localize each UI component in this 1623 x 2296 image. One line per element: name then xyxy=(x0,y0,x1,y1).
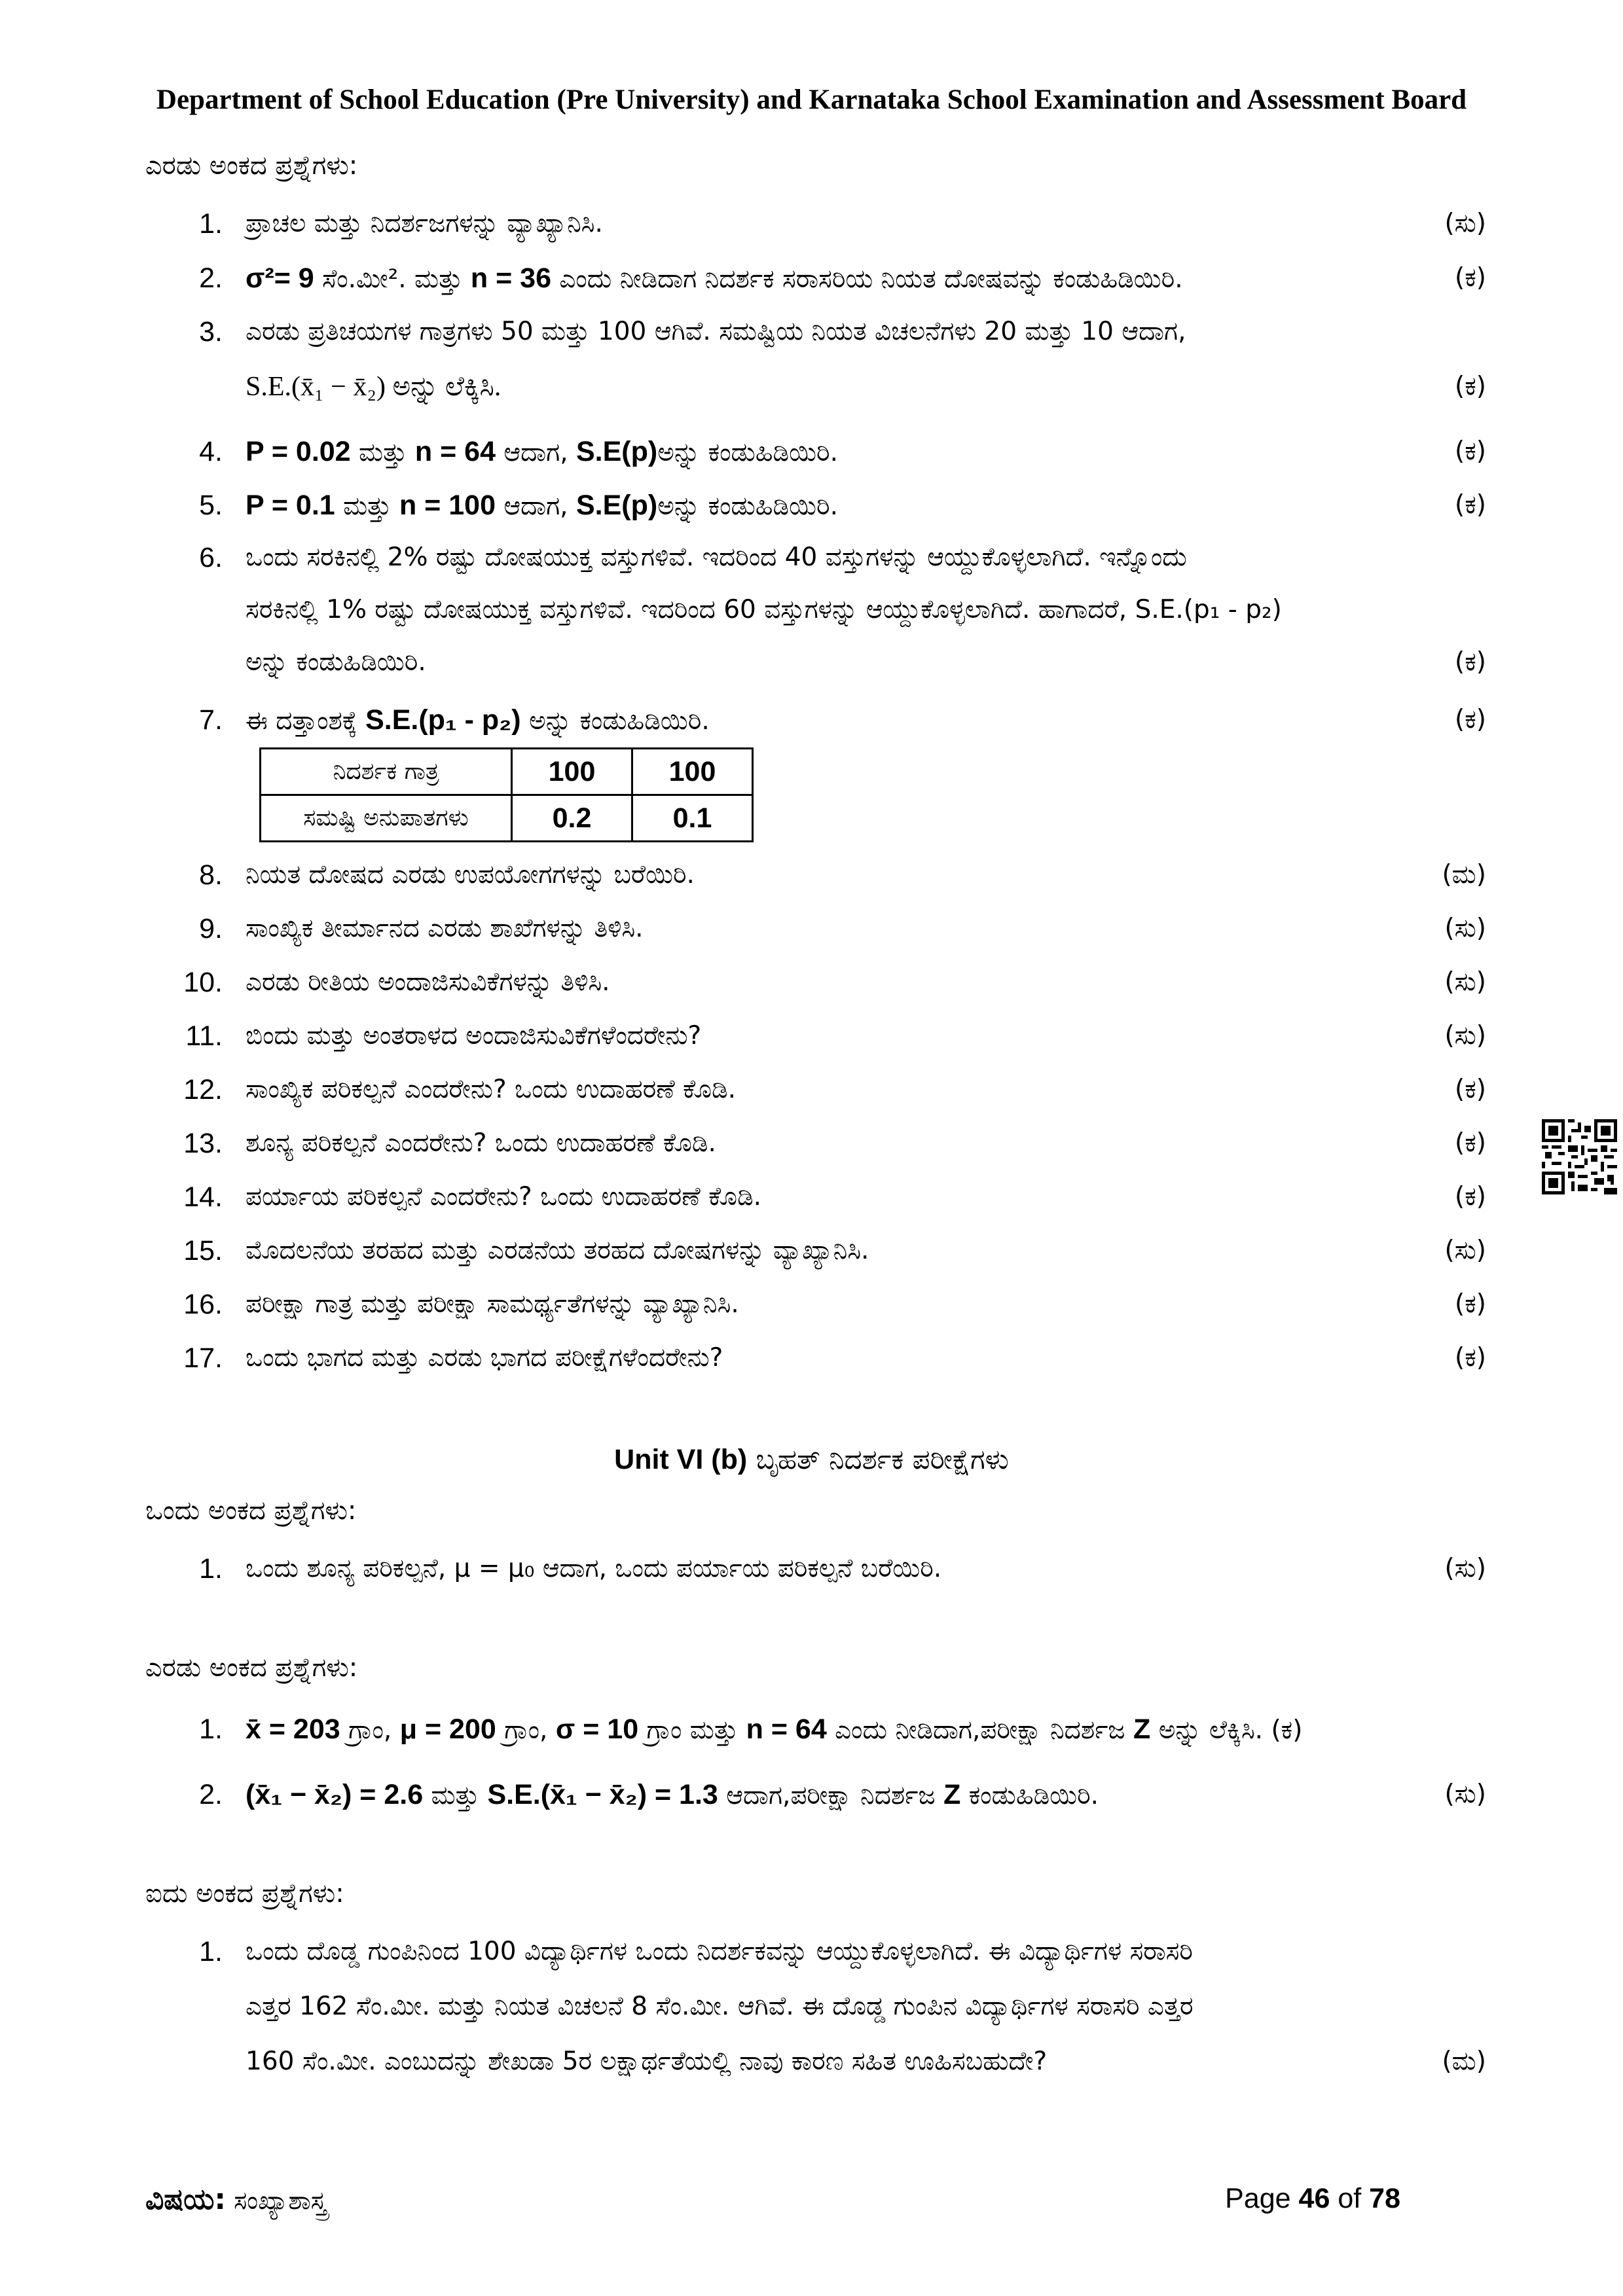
question-mark-tag: (ಕ) xyxy=(1455,437,1486,466)
question-text: P = 0.02 ಮತ್ತು n = 64 ಆದಾಗ, S.E(p)ಅನ್ನು ಕಂಡುಹಿಡಿಯಿರಿ. xyxy=(246,436,838,467)
question-2 xyxy=(196,251,1486,307)
question-4 xyxy=(196,424,1486,480)
five-mark-question-1: 1. ಒಂದು ದೊಡ್ಡ ಗುಂಪಿನಿಂದ 100 ವಿದ್ಯಾರ್ಥಿಗಳ ಒಂದು ನಿದರ್ಶಕವನ್ನು ಆಯ್ದುಕೊಳ್ಳಲಾಗಿದೆ. ಈ ವಿದ್ಯಾರ್ಥಿಗಳ ಸರಾಸರಿ ಎತ್ತರ 162 ಸೆಂ.ಮೀ. ಮತ್ತು ನಿಯತ ವಿಚಲನೆ 8 ಸೆಂ.ಮೀ. ಆಗಿವೆ. ಈ ದೊಡ್ಡ ಗುಂಪಿನ ವಿದ್ಯಾರ್ಥಿಗಳ ಸರಾಸರಿ ಎತ್ತರ 160 ಸೆಂ.ಮೀ. ಎಂಬುದನ್ನು ಶೇಖಡಾ 5ರ ಲಕ್ಷಾರ್ಥತೆಯಲ್ಲಿ ನಾವು ಕಾರಣ ಸಹಿತ ಊಹಿಸಬಹುದೇ? (ಮ) xyxy=(199,1936,1486,2076)
question-6 xyxy=(196,531,1486,689)
table-row xyxy=(261,795,753,842)
question-text-cont: ಅನ್ನು ಕಂಡುಹಿಡಿಯಿರಿ. xyxy=(246,647,426,677)
question-number: 2. xyxy=(199,262,223,294)
question-17: 17. ಒಂದು ಭಾಗದ ಮತ್ತು ಎರಡು ಭಾಗದ ಪರೀಕ್ಷೆಗಳೆಂದರೇನು? (ಕ) xyxy=(183,1342,1486,1374)
question-12: 12. ಸಾಂಖ್ಯಿಕ ಪರಿಕಲ್ಪನೆ ಎಂದರೇನು? ಒಂದು ಉದಾಹರಣೆ ಕೊಡಿ. (ಕ) xyxy=(183,1074,1486,1105)
question-7 xyxy=(196,692,1486,749)
footer-subject: ವಿಷಯ: ಸಂಖ್ಯಾಶಾಸ್ತ್ರ xyxy=(145,2183,327,2216)
question-text-cont: ಸರಕಿನಲ್ಲಿ 1% ರಷ್ಟು ದೋಷಯುಕ್ತ ವಸ್ತುಗಳಿವೆ. ಇದರಿಂದ 60 ವಸ್ತುಗಳನ್ನು ಆಯ್ದುಕೊಳ್ಳಲಾಗಿದೆ. ಹಾಗಾದರೆ, S.E.(p₁ - p₂) xyxy=(246,595,1282,624)
table-row xyxy=(261,749,753,795)
table-cell: 0.2 xyxy=(512,795,632,842)
section-two-marks-heading-2: ಎರಡು ಅಂಕದ ಪ್ರಶ್ನೆಗಳು: xyxy=(145,1653,358,1683)
question-13: 13. ಶೂನ್ಯ ಪರಿಕಲ್ಪನೆ ಎಂದರೇನು? ಒಂದು ಉದಾಹರಣೆ ಕೊಡಿ. (ಕ) xyxy=(183,1128,1486,1159)
section-five-marks-heading: ಐದು ಅಂಕದ ಪ್ರಶ್ನೆಗಳು: xyxy=(145,1878,344,1909)
document-header: Department of School Education (Pre University) and Karnataka School Examination and Assessment Board xyxy=(156,84,1467,115)
question-text: σ²= 9 ಸೆಂ.ಮೀ². ಮತ್ತು n = 36 ಎಂದು ನೀಡಿದಾಗ ನಿದರ್ಶಕ ಸರಾಸರಿಯ ನಿಯತ ದೋಷವನ್ನು ಕಂಡುಹಿಡಿಯಿರಿ. xyxy=(246,262,1183,294)
question-text: ಎರಡು ಪ್ರತಿಚಯಗಳ ಗಾತ್ರಗಳು 50 ಮತ್ತು 100 ಆಗಿವೆ. ಸಮಷ್ಟಿಯ ನಿಯತ ವಿಚಲನೆಗಳು 20 ಮತ್ತು 10 ಆದಾಗ, xyxy=(246,317,1186,346)
question-number: 1. xyxy=(199,208,223,240)
question-number: 3. xyxy=(199,316,223,348)
question-text: P = 0.1 ಮತ್ತು n = 100 ಆದಾಗ, S.E(p)ಅನ್ನು ಕಂಡುಹಿಡಿಯಿರಿ. xyxy=(246,490,838,521)
question-15: 15. ಮೊದಲನೆಯ ತರಹದ ಮತ್ತು ಎರಡನೆಯ ತರಹದ ದೋಷಗಳನ್ನು ವ್ಯಾಖ್ಯಾನಿಸಿ. (ಸು) xyxy=(183,1235,1486,1266)
question-number: 6. xyxy=(199,542,223,573)
section-one-mark-heading: ಒಂದು ಅಂಕದ ಪ್ರಶ್ನೆಗಳು: xyxy=(145,1496,357,1526)
table-cell: 0.1 xyxy=(632,795,753,842)
question-1 xyxy=(196,196,1486,251)
footer-page-number: Page 46 of 78 xyxy=(1225,2183,1400,2214)
question-text-cont: S.E.(x̄₁ − x̄₂) ಅನ್ನು ಲೆಕ್ಕಿಸಿ. xyxy=(246,372,501,402)
question-text: ಪ್ರಾಚಲ ಮತ್ತು ನಿದರ್ಶಜಗಳನ್ನು ವ್ಯಾಖ್ಯಾನಿಸಿ. xyxy=(246,209,603,238)
table-cell: ಸಮಷ್ಟಿ ಅನುಪಾತಗಳು xyxy=(261,795,512,842)
question-11: 11. ಬಿಂದು ಮತ್ತು ಅಂತರಾಳದ ಅಂದಾಜಿಸುವಿಕೆಗಳೆಂದರೇನು? (ಸು) xyxy=(185,1020,1486,1052)
table-cell: 100 xyxy=(632,749,753,795)
two-mark-question-1: 1. x̄ = 203 ಗ್ರಾಂ, μ = 200 ಗ್ರಾಂ, σ = 10 ಗ್ರಾಂ ಮತ್ತು n = 64 ಎಂದು ನೀಡಿದಾಗ,ಪರೀಕ್ಷಾ ನಿದರ್ಶಜ Z ಅನ್ನು ಲೆಕ್ಕಿಸಿ. (ಕ) xyxy=(199,1713,1303,1745)
question-mark-tag: (ಕ) xyxy=(1455,263,1486,293)
question-10: 10. ಎರಡು ರೀತಿಯ ಅಂದಾಜಿಸುವಿಕೆಗಳನ್ನು ತಿಳಿಸಿ. (ಸು) xyxy=(183,967,1486,998)
table-cell: 100 xyxy=(512,749,632,795)
question-mark-tag: (ಕ) xyxy=(1455,647,1486,677)
question-text: ಒಂದು ಸರಕಿನಲ್ಲಿ 2% ರಷ್ಟು ದೋಷಯುಕ್ತ ವಸ್ತುಗಳಿವೆ. ಇದರಿಂದ 40 ವಸ್ತುಗಳನ್ನು ಆಯ್ದುಕೊಳ್ಳಲಾಗಿದೆ. ಇನ್ನೊಂದು xyxy=(246,543,1187,572)
question-mark-tag: (ಕ) xyxy=(1455,490,1486,520)
two-mark-question-2: 2. (x̄₁ − x̄₂) = 2.6 ಮತ್ತು S.E.(x̄₁ − x̄₂) = 1.3 ಆದಾಗ,ಪರೀಕ್ಷಾ ನಿದರ್ಶಜ Z ಕಂಡುಹಿಡಿಯಿರಿ. (ಸು) xyxy=(199,1779,1486,1810)
question-number: 5. xyxy=(199,490,223,521)
question-number: 7. xyxy=(199,704,223,736)
qr-code-icon xyxy=(1542,1119,1617,1194)
section-two-marks-heading: ಎರಡು ಅಂಕದ ಪ್ರಶ್ನೆಗಳು: xyxy=(145,151,358,181)
question-mark-tag: (ಕ) xyxy=(1455,372,1486,401)
question-9: 9. ಸಾಂಖ್ಯಿಕ ತೀರ್ಮಾನದ ಎರಡು ಶಾಖೆಗಳನ್ನು ತಿಳಿಸಿ. (ಸು) xyxy=(199,913,1486,944)
question-8: 8. ನಿಯತ ದೋಷದ ಎರಡು ಉಪಯೋಗಗಳನ್ನು ಬರೆಯಿರಿ. (ಮ) xyxy=(199,859,1486,891)
proportions-table xyxy=(259,747,754,842)
question-16: 16. ಪರೀಕ್ಷಾ ಗಾತ್ರ ಮತ್ತು ಪರೀಕ್ಷಾ ಸಾಮರ್ಥ್ಯತೆಗಳನ್ನು ವ್ಯಾಖ್ಯಾನಿಸಿ. (ಕ) xyxy=(183,1289,1486,1320)
question-text: ಈ ದತ್ತಾಂಶಕ್ಕೆ S.E.(p₁ - p₂) ಅನ್ನು ಕಂಡುಹಿಡಿಯಿರಿ. xyxy=(246,704,710,736)
question-3 xyxy=(196,304,1486,414)
table-cell: ನಿದರ್ಶಕ ಗಾತ್ರ xyxy=(261,749,512,795)
question-mark-tag: (ಸು) xyxy=(1444,209,1486,238)
unit-title: Unit VI (b) ಬೃಹತ್ ನಿದರ್ಶಕ ಪರೀಕ್ಷೆಗಳು xyxy=(614,1443,1009,1475)
question-mark-tag: (ಕ) xyxy=(1455,705,1486,734)
question-14: 14. ಪರ್ಯಾಯ ಪರಿಕಲ್ಪನೆ ಎಂದರೇನು? ಒಂದು ಉದಾಹರಣೆ ಕೊಡಿ. (ಕ) xyxy=(183,1181,1486,1213)
question-number: 4. xyxy=(199,436,223,467)
one-mark-question-1: 1. ಒಂದು ಶೂನ್ಯ ಪರಿಕಲ್ಪನೆ, μ = μ₀ ಆದಾಗ, ಒಂದು ಪರ್ಯಾಯ ಪರಿಕಲ್ಪನೆ ಬರೆಯಿರಿ. (ಸು) xyxy=(199,1553,1486,1585)
question-5 xyxy=(196,478,1486,534)
